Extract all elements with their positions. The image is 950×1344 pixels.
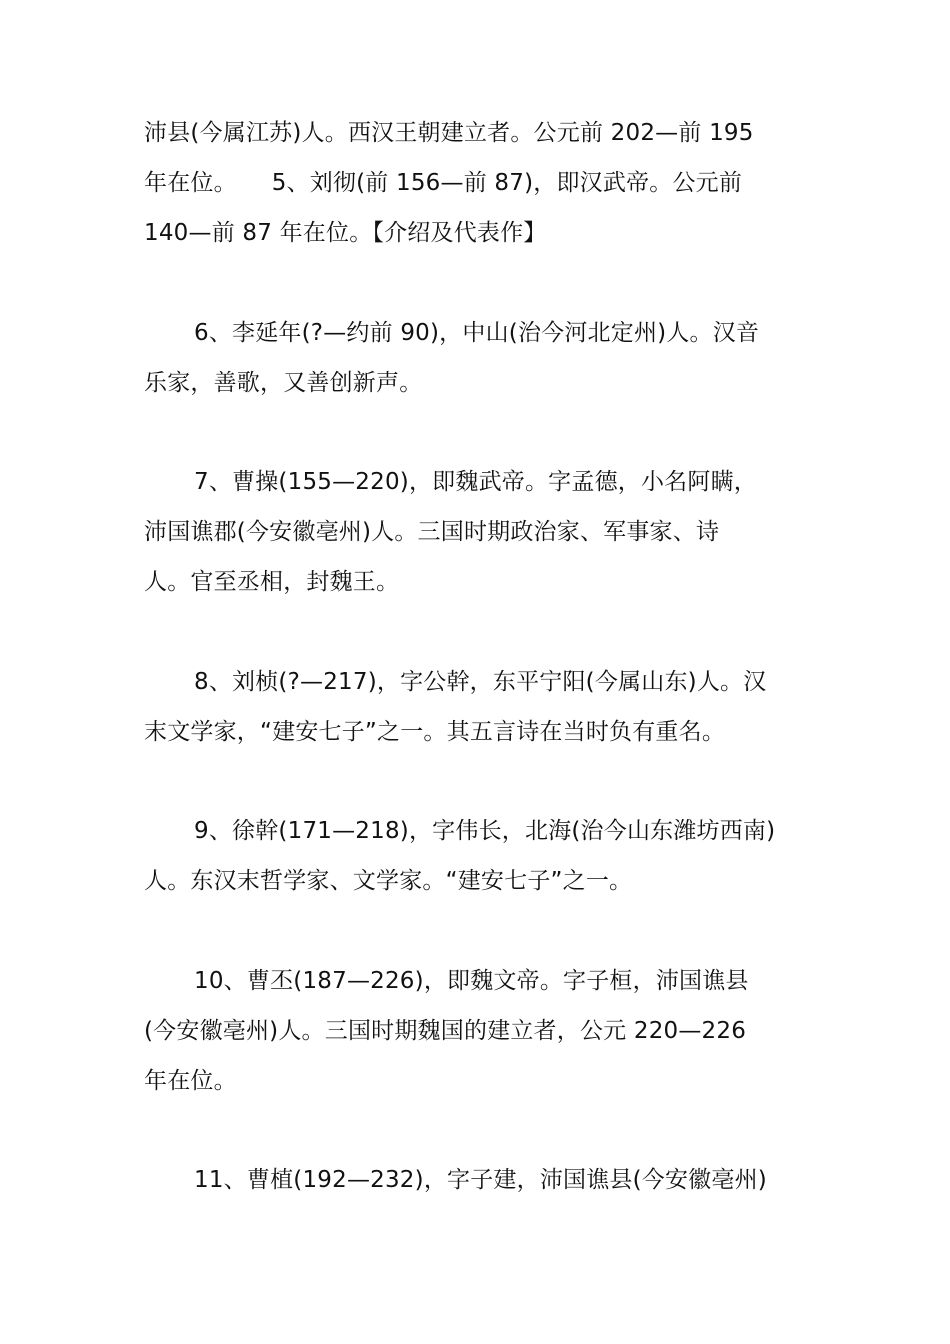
paragraph-first-line: 11、曹植(192—232)，字子建，沛国谯县(今安徽亳州) [194, 1167, 767, 1193]
text-line: 沛国谯郡(今安徽亳州)人。三国时期政治家、军事家、诗 [144, 519, 720, 545]
text-line: (今安徽亳州)人。三国时期魏国的建立者，公元 220—226 [144, 1018, 747, 1044]
paragraph-first-line: 7、曹操(155—220)，即魏武帝。字孟德，小名阿瞒， [194, 469, 757, 495]
text-line: 人。东汉末哲学家、文学家。“建安七子”之一。 [144, 868, 633, 894]
paragraph-first-line: 6、李延年(?—约前 90)，中山(治今河北定州)人。汉音 [194, 320, 760, 346]
text-line: 沛县(今属江苏)人。西汉王朝建立者。公元前 202—前 195 [144, 120, 754, 146]
text-line: 末文学家，“建安七子”之一。其五言诗在当时负有重名。 [144, 719, 726, 745]
text-line: 年在位。 [144, 1068, 237, 1094]
paragraph-first-line: 9、徐幹(171—218)，字伟长，北海(治今山东潍坊西南) [194, 818, 776, 844]
text-line: 140—前 87 年在位。【介绍及代表作】 [144, 220, 547, 246]
text-line: 年在位。 5、刘彻(前 156—前 87)，即汉武帝。公元前 [144, 170, 743, 196]
paragraph-first-line: 10、曹丕(187—226)，即魏文帝。字子桓，沛国谯县 [194, 968, 749, 994]
text-line: 人。官至丞相，封魏王。 [144, 569, 400, 595]
paragraph-first-line: 8、刘桢(?—217)，字公幹，东平宁阳(今属山东)人。汉 [194, 669, 767, 695]
text-line: 乐家，善歌，又善创新声。 [144, 370, 423, 396]
